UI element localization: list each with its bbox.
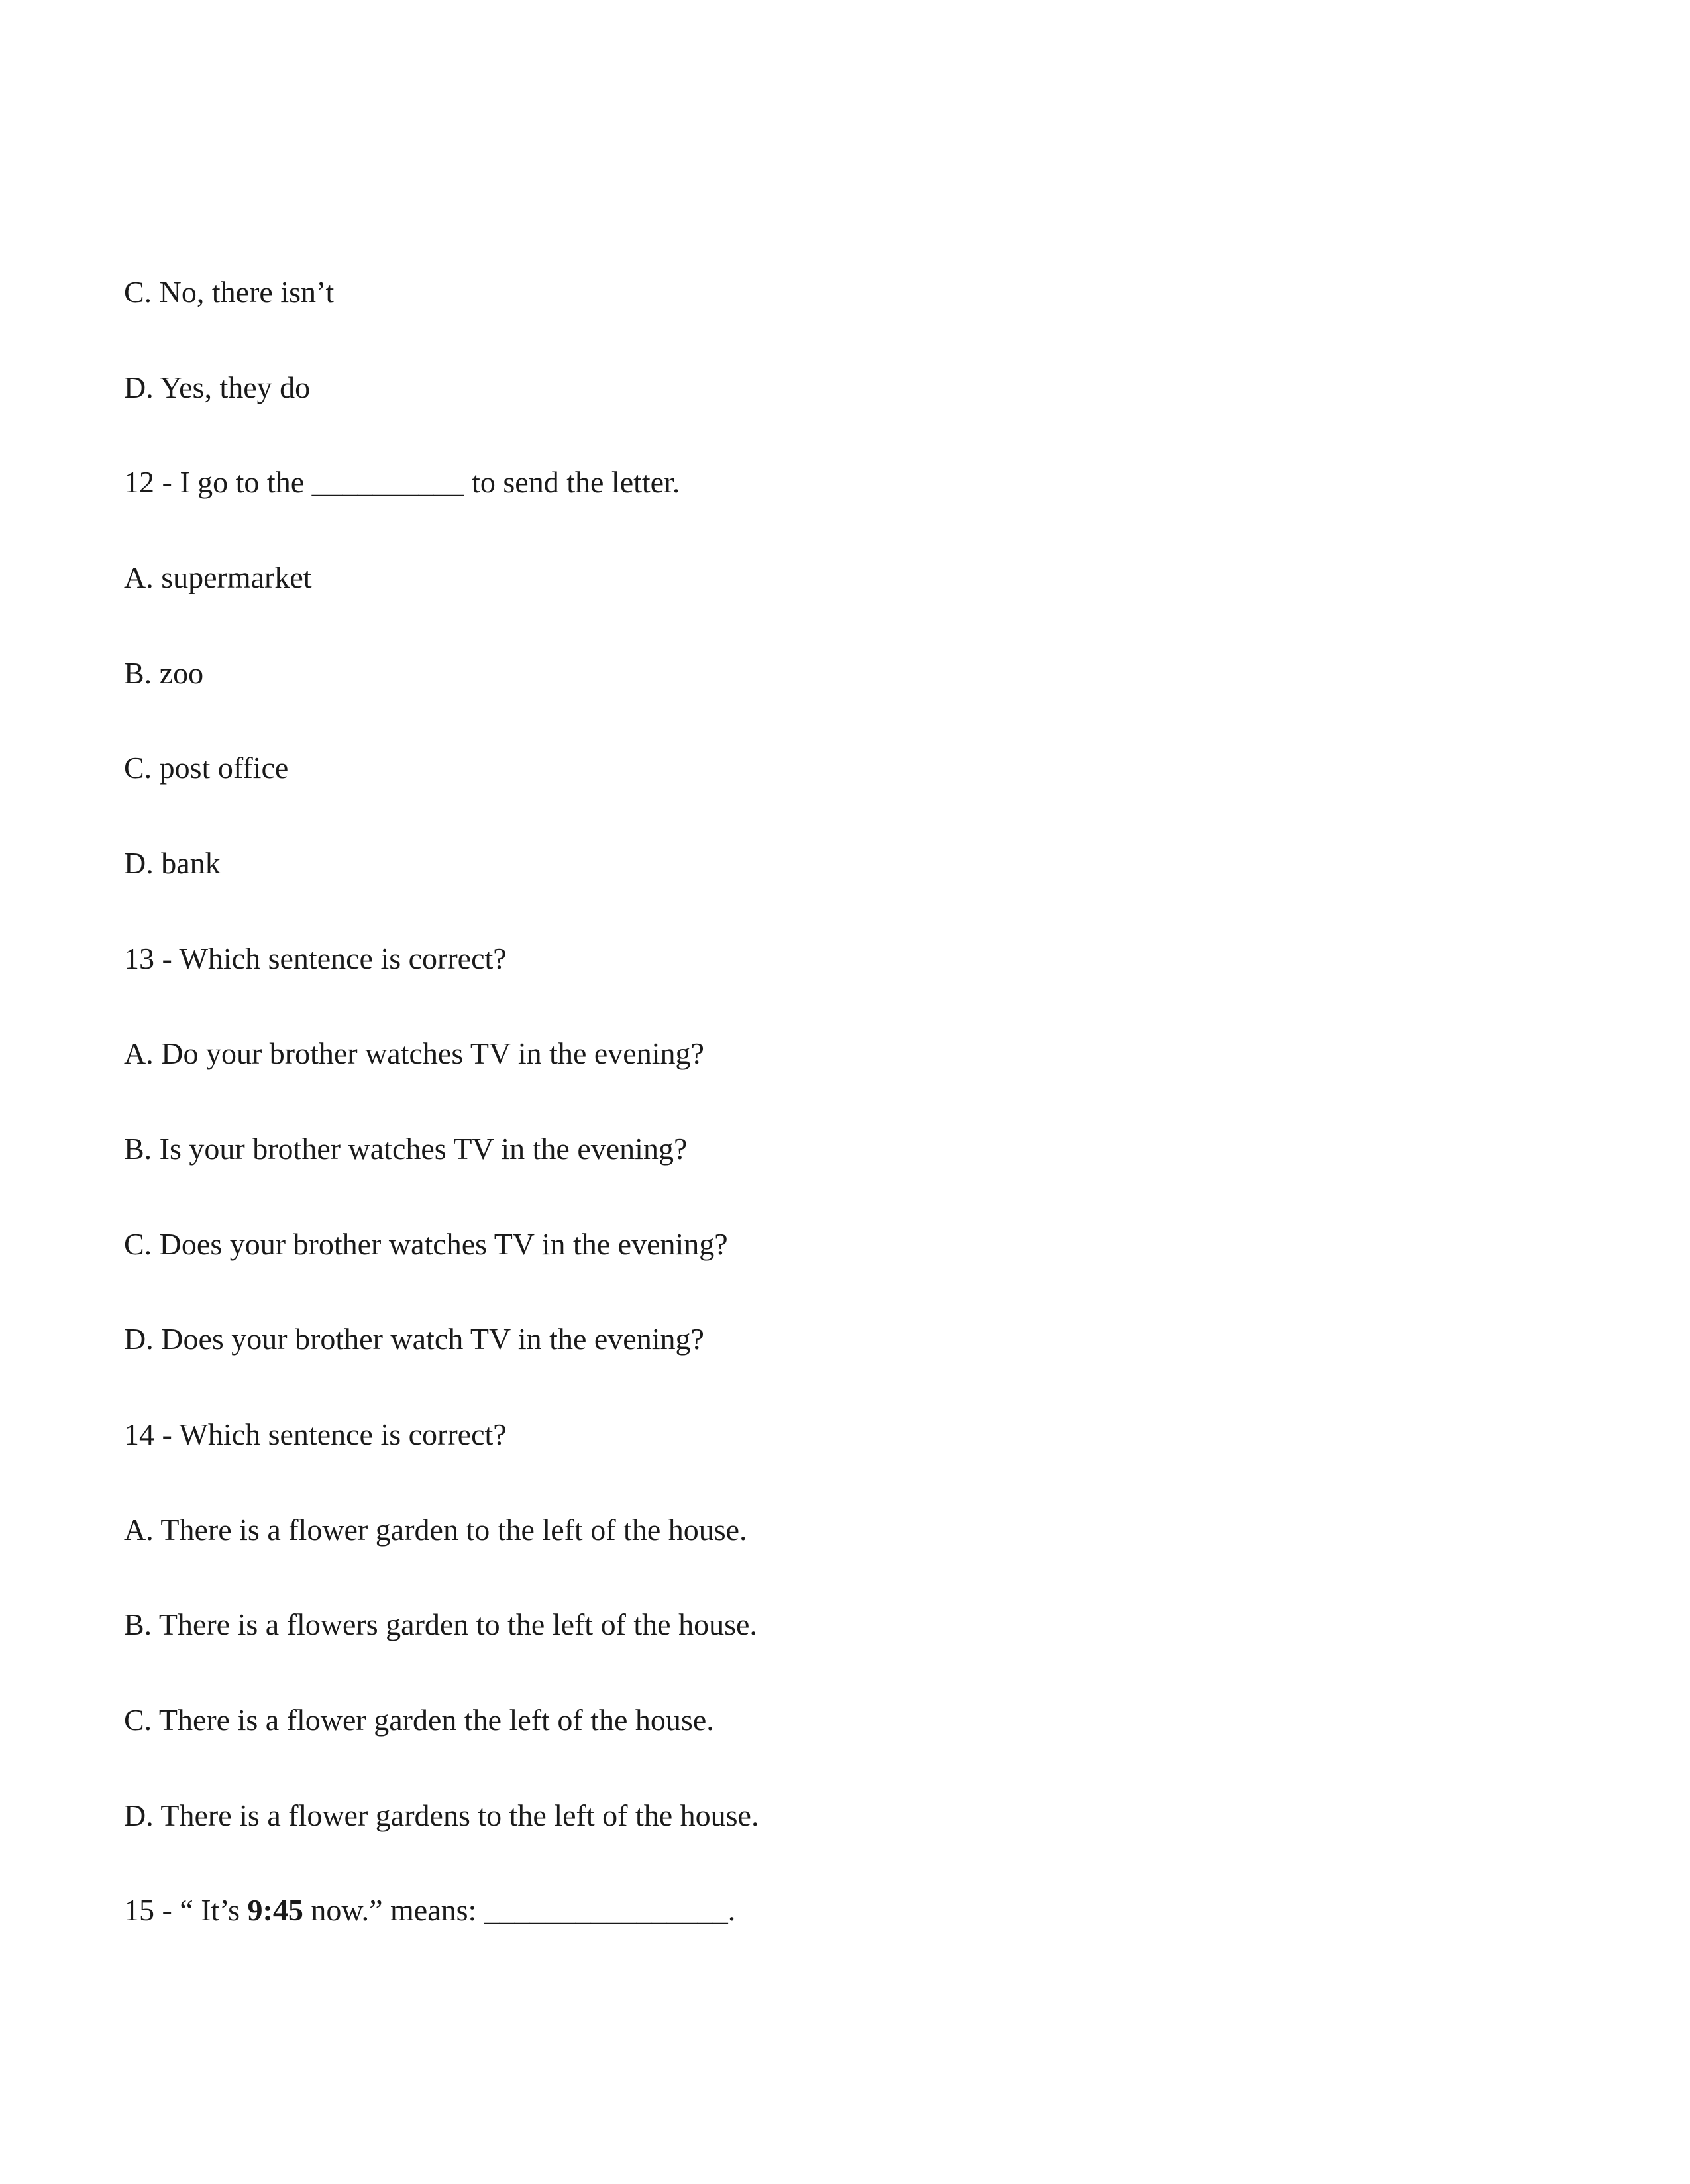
q12-option-a: A. supermarket — [124, 561, 312, 594]
q14-option-d: D. There is a flower gardens to the left of the house. — [124, 1798, 759, 1832]
q14-question: 14 - Which sentence is correct? — [124, 1417, 507, 1451]
q15-question — [124, 1892, 735, 1929]
q11-option-c: C. No, there isn’t — [124, 275, 335, 309]
q15-time: 9:45 — [247, 1893, 303, 1927]
q14-option-c: C. There is a flower garden the left of the house. — [124, 1703, 714, 1737]
q14-option-a: A. There is a flower garden to the left of the house. — [124, 1513, 747, 1547]
q12-option-b: B. zoo — [124, 656, 204, 690]
q12-option-c: C. post office — [124, 751, 289, 785]
q11-option-d: D. Yes, they do — [124, 370, 311, 404]
q15-suffix: now.” means: ________________. — [303, 1893, 736, 1927]
q13-option-b: B. Is your brother watches TV in the evening? — [124, 1132, 688, 1166]
q15-prefix: 15 - “ It’s — [124, 1893, 248, 1927]
q13-question: 13 - Which sentence is correct? — [124, 942, 507, 975]
q14-option-b: B. There is a flowers garden to the left of the house. — [124, 1608, 757, 1641]
q13-option-a: A. Do your brother watches TV in the evening? — [124, 1036, 704, 1070]
q12-question: 12 - I go to the __________ to send the letter. — [124, 465, 680, 499]
q13-option-c: C. Does your brother watches TV in the evening? — [124, 1227, 728, 1261]
q12-option-d: D. bank — [124, 846, 221, 880]
q13-option-d: D. Does your brother watch TV in the evening? — [124, 1322, 704, 1356]
